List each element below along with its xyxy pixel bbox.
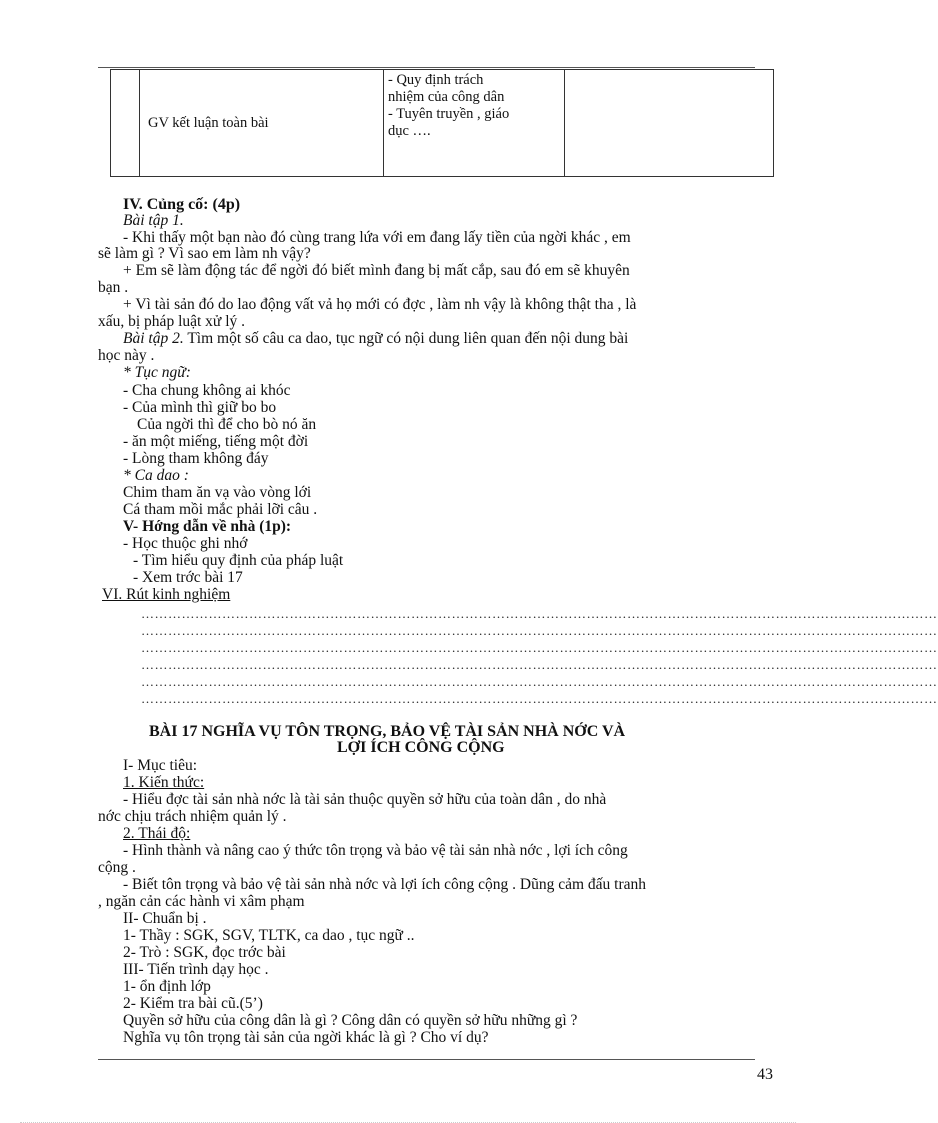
dotted-line: …………………………………………………………………………………………………………………………………………………………… — [141, 606, 938, 621]
proverb-item: - Của mình thì giữ bo bo — [123, 399, 277, 416]
lesson17-title-cont: LỢI ÍCH CÔNG CỘNG — [337, 739, 505, 756]
exercise1-question-cont: sẽ làm gì ? Vì sao em làm nh vậy? — [98, 245, 311, 262]
activity-text: GV kết luận toàn bài — [148, 114, 269, 131]
proverb-item: - ăn một miếng, tiếng một đời — [123, 433, 309, 450]
section6-heading: VI. Rút kinh nghiệm — [102, 586, 231, 603]
content-line: - Quy định trách — [388, 72, 484, 88]
review-heading: 2- Kiểm tra bài cũ.(5’) — [123, 995, 263, 1012]
dotted-line: …………………………………………………………………………………………………………………………………………………………… — [141, 657, 938, 672]
attitude-item: - Hình thành và nâng cao ý thức tôn trọng và bảo vệ tài sản nhà nớc , lợi ích công — [123, 842, 628, 859]
dotted-line: …………………………………………………………………………………………………………………………………………………………… — [141, 691, 938, 706]
exercise1-label: Bài tập 1. — [123, 212, 184, 229]
proverb-item: Của ngời thì để cho bò nó ăn — [137, 416, 317, 433]
attitude-heading: 2. Thái độ: — [123, 825, 191, 842]
bottom-rule — [98, 1059, 755, 1060]
dotted-line: …………………………………………………………………………………………………………………………………………………………… — [141, 640, 938, 655]
exercise1-answer1: + Em sẽ làm động tác để ngời đó biết mình đang bị mất cắp, sau đó em sẽ khuyên — [123, 262, 630, 279]
knowledge-item-cont: nớc chịu trách nhiệm quản lý . — [98, 808, 287, 825]
objectives-heading: I- Mục tiêu: — [123, 757, 198, 774]
knowledge-heading: 1. Kiến thức: — [123, 774, 205, 791]
page-number: 43 — [757, 1066, 773, 1083]
homework-item: - Xem trớc bài 17 — [133, 569, 243, 586]
folk-verse-item: Chim tham ăn vạ vào vòng lới — [123, 484, 312, 501]
attitude-item: - Biết tôn trọng và bảo vệ tài sản nhà nớc và lợi ích công cộng . Dũng cảm đấu tranh — [123, 876, 647, 893]
table-cell-content — [384, 70, 565, 177]
class-setup: 1- ổn định lớp — [123, 978, 211, 995]
knowledge-item: - Hiểu đợc tài sản nhà nớc là tài sản thuộc quyền sở hữu của toàn dân , do nhà — [123, 791, 607, 808]
student-materials: 2- Trò : SGK, đọc trớc bài — [123, 944, 286, 961]
exercise2-question: Tìm một số câu ca dao, tục ngữ có nội dung liên quan đến nội dung bài — [183, 330, 629, 347]
section4-heading: IV. Củng cố: (4p) — [123, 196, 241, 213]
homework-item: - Tìm hiểu quy định của pháp luật — [133, 552, 344, 569]
exercise1-answer2: + Vì tài sản đó do lao động vất vả họ mới có đợc , làm nh vậy là không thật tha , là — [123, 296, 637, 313]
lesson-table — [110, 69, 774, 177]
exercise1-answer2-cont: xấu, bị pháp luật xử lý . — [98, 313, 246, 330]
attitude-item-cont: , ngăn cản các hành vi xâm phạm — [98, 893, 305, 910]
procedure-heading: III- Tiến trình dạy học . — [123, 961, 269, 978]
table-cell-activity — [140, 70, 384, 177]
homework-item: - Học thuộc ghi nhớ — [123, 535, 248, 552]
table-row — [111, 70, 774, 177]
content-line: dục …. — [388, 123, 431, 139]
exercise1-answer1-cont: bạn . — [98, 279, 129, 296]
preparation-heading: II- Chuẩn bị . — [123, 910, 207, 927]
lesson17-title: BÀI 17 NGHĨA VỤ TÔN TRỌNG, BẢO VỆ TÀI SẢN NHÀ NỚC VÀ — [149, 723, 626, 740]
top-rule — [98, 67, 755, 68]
table-cell-notes — [565, 70, 774, 177]
review-question: Quyền sở hữu của công dân là gì ? Công dân có quyền sở hữu những gì ? — [123, 1012, 578, 1029]
proverb-item: - Lòng tham không đáy — [123, 450, 269, 467]
folk-verse-label: * Ca dao : — [123, 467, 189, 484]
table-cell-index — [111, 70, 140, 177]
content-line: nhiệm của công dân — [388, 89, 505, 105]
exercise1-question: - Khi thấy một bạn nào đó cùng trang lứa với em đang lấy tiền của ngời khác , em — [123, 229, 631, 246]
dotted-line: …………………………………………………………………………………………………………………………………………………………… — [141, 623, 938, 638]
attitude-item-cont: cộng . — [98, 859, 136, 876]
proverb-item: - Cha chung không ai khóc — [123, 382, 291, 399]
content-line: - Tuyên truyền , giáo — [388, 106, 510, 122]
section5-heading: V- Hớng dẫn về nhà (1p): — [123, 518, 292, 535]
teacher-materials: 1- Thầy : SGK, SGV, TLTK, ca dao , tục ngữ .. — [123, 927, 415, 944]
folk-verse-item: Cá tham mồi mắc phải lỡi câu . — [123, 501, 318, 518]
dotted-line: …………………………………………………………………………………………………………………………………………………………… — [141, 674, 938, 689]
exercise2-label: Bài tập 2. — [123, 330, 184, 347]
exercise2-line — [123, 330, 628, 347]
exercise2-question-cont: học này . — [98, 347, 155, 364]
proverbs-label: * Tục ngữ: — [123, 364, 191, 381]
review-question: Nghĩa vụ tôn trọng tài sản của ngời khác là gì ? Cho ví dụ? — [123, 1029, 489, 1046]
